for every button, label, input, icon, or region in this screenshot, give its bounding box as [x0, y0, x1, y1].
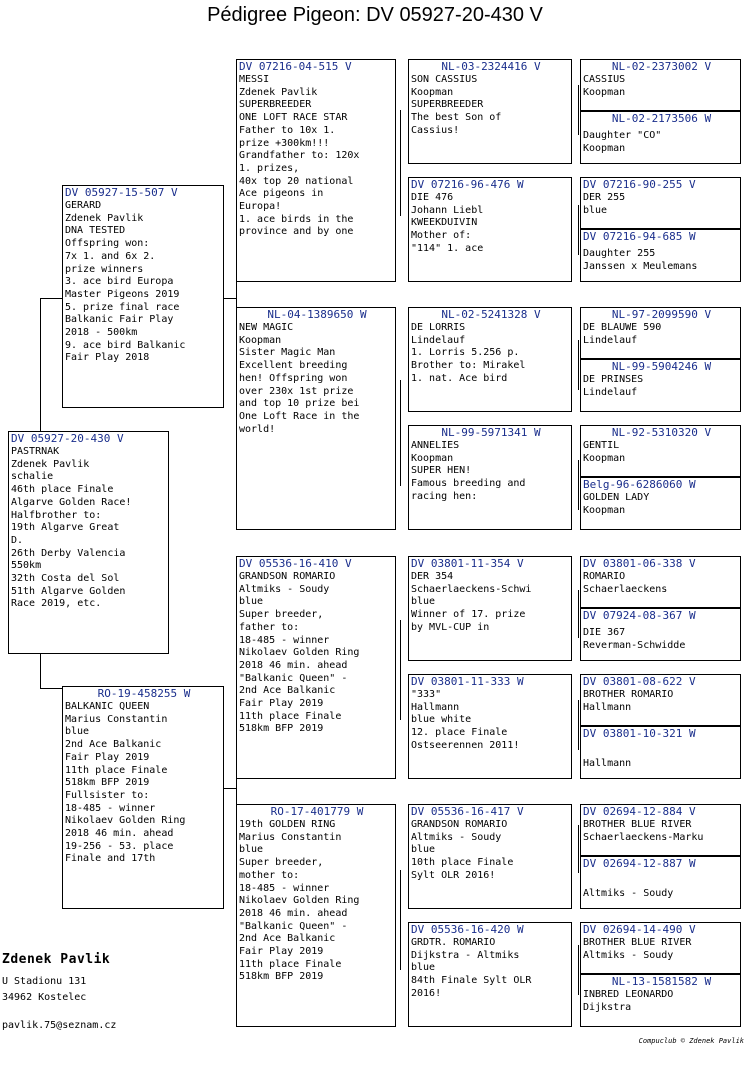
ggg-parent-card: [580, 974, 741, 1027]
detail-line: DE LORRIS: [411, 322, 466, 333]
detail-line: Altmiks - Soudy: [583, 887, 674, 899]
detail-line: Altmiks - Soudy: [411, 831, 502, 843]
detail-line: father to:: [239, 621, 300, 633]
ggg-parent-card: [580, 726, 741, 779]
pigeon-details: [581, 126, 740, 155]
detail-line: 518km BFP 2019: [239, 971, 324, 983]
detail-line: Nikolaev Golden Ring: [65, 815, 186, 827]
detail-line: 2018 46 min. ahead: [65, 828, 174, 840]
ring-number: DV 05927-15-507 V: [65, 186, 178, 199]
detail-line: Daughter 255: [583, 248, 656, 259]
detail-line: Finale and 17th: [65, 853, 156, 865]
detail-line: 12. place Finale: [411, 727, 508, 739]
ring-number: DV 03801-06-338 V: [583, 557, 696, 570]
detail-line: blue: [65, 726, 90, 738]
grandsire-maternal-card: [236, 556, 396, 779]
detail-line: Fair Play 2019: [239, 946, 324, 958]
detail-line: Schaerlaeckens: [583, 583, 668, 595]
ggg-parent-card: [580, 804, 741, 856]
detail-line: 1. prizes,: [239, 162, 300, 174]
detail-line: 18-485 - winner: [239, 882, 330, 894]
detail-line: Cassius!: [411, 124, 460, 136]
detail-line: "Balkanic Queen" -: [239, 672, 348, 684]
pigeon-details: [237, 74, 395, 239]
detail-line: GENTIL: [583, 440, 620, 451]
detail-line: Super breeder,: [239, 609, 324, 621]
detail-line: PASTRNAK: [11, 446, 60, 457]
ring-number: NL-13-1581582 W: [611, 975, 712, 988]
detail-line: NEW MAGIC: [239, 322, 294, 333]
detail-line: province and by one: [239, 226, 354, 238]
detail-line: 2018 46 min. ahead: [239, 659, 348, 671]
pigeon-details: [237, 819, 395, 984]
pigeon-details: [581, 937, 740, 962]
detail-line: "333": [411, 689, 442, 700]
detail-line: 3. ace bird Europa: [65, 276, 174, 288]
detail-line: 19th Algarve Great: [11, 522, 120, 534]
great-grandparent-card: [408, 804, 572, 909]
detail-line: Winner of 17. prize: [411, 609, 526, 621]
detail-line: 10th place Finale: [411, 857, 514, 869]
detail-line: Fair Play 2019: [239, 698, 324, 710]
detail-line: GOLDEN LADY: [583, 492, 650, 503]
detail-line: 2018 46 min. ahead: [239, 907, 348, 919]
pigeon-details: [409, 571, 571, 635]
detail-line: BALKANIC QUEEN: [65, 701, 150, 712]
ggg-parent-card: [580, 922, 741, 974]
ring-number: DV 02694-12-884 V: [583, 805, 696, 818]
great-grandparent-card: [408, 59, 572, 164]
ring-number: DV 03801-11-354 V: [411, 557, 524, 570]
subject-card: [8, 431, 169, 654]
ring-number: RO-19-458255 W: [97, 687, 191, 700]
detail-line: Algarve Golden Race!: [11, 496, 132, 508]
detail-line: 1. Lorris 5.256 p.: [411, 347, 520, 359]
pigeon-details: [581, 689, 740, 714]
detail-line: hen! Offspring won: [239, 372, 348, 384]
ggg-parent-card: [580, 307, 741, 359]
detail-line: Mother of:: [411, 230, 472, 242]
detail-line: Ace pigeons in: [239, 188, 324, 200]
ggg-parent-card: [580, 229, 741, 282]
detail-line: The best Son of: [411, 112, 502, 124]
sire-card: [62, 185, 224, 408]
detail-line: 32th Costa del Sol: [11, 573, 120, 585]
detail-line: Famous breeding and: [411, 478, 526, 490]
detail-line: blue: [239, 596, 264, 608]
detail-line: 84th Finale Sylt OLR: [411, 975, 532, 987]
detail-line: DIE 476: [411, 192, 454, 203]
detail-line: 550km: [11, 560, 42, 572]
detail-line: blue: [411, 962, 436, 974]
detail-line: Schaerlaeckens-Schwi: [411, 583, 532, 595]
detail-line: D.: [11, 534, 24, 546]
detail-line: Koopman: [411, 452, 454, 464]
detail-line: 2nd Ace Balkanic: [239, 685, 336, 697]
great-grandparent-card: [408, 425, 572, 530]
detail-line: One Loft Race in the: [239, 410, 360, 422]
pigeon-details: [581, 871, 740, 900]
detail-line: CASSIUS: [583, 74, 626, 85]
pigeon-details: [237, 571, 395, 736]
owner-street: U Stadionu 131: [2, 976, 87, 987]
ggg-parent-card: [580, 111, 741, 164]
detail-line: DE PRINSES: [583, 374, 644, 385]
pigeon-details: [581, 440, 740, 465]
detail-line: 2016!: [411, 987, 442, 999]
detail-line: Nikolaev Golden Ring: [239, 895, 360, 907]
detail-line: schalie: [11, 471, 54, 483]
pigeon-details: [581, 623, 740, 652]
ring-number: RO-17-401779 W: [270, 805, 364, 818]
pigeon-details: [409, 74, 571, 138]
detail-line: 11th place Finale: [239, 710, 342, 722]
detail-line: by MVL-CUP in: [411, 621, 490, 633]
pigeon-details: [63, 200, 223, 365]
detail-line: 2nd Ace Balkanic: [239, 933, 336, 945]
detail-line: Altmiks - Soudy: [239, 583, 330, 595]
detail-line: 1. ace birds in the: [239, 213, 354, 225]
detail-line: Lindelauf: [583, 386, 638, 398]
pigeon-details: [9, 446, 168, 611]
detail-line: Nikolaev Golden Ring: [239, 647, 360, 659]
detail-line: GRANDSON ROMARIO: [239, 571, 336, 582]
ring-number: NL-02-2173506 W: [611, 112, 712, 125]
detail-line: 9. ace bird Balkanic: [65, 339, 186, 351]
detail-line: Daughter "CO": [583, 130, 662, 141]
detail-line: Koopman: [239, 334, 282, 346]
ring-number: DV 07924-08-367 W: [583, 609, 696, 622]
detail-line: SUPERBREEDER: [411, 99, 484, 111]
pigeon-details: [581, 244, 740, 273]
detail-line: Brother to: Mirakel: [411, 360, 526, 372]
detail-line: GERARD: [65, 200, 102, 211]
pigeon-details: [409, 192, 571, 256]
dam-card: [62, 686, 224, 909]
footer-credit: Compuclub © Zdenek Pavlik: [638, 1037, 744, 1045]
detail-line: KWEEKDUIVIN: [411, 217, 478, 229]
detail-line: prize +300km!!!: [239, 137, 330, 149]
ggg-parent-card: [580, 425, 741, 477]
pigeon-details: [581, 819, 740, 844]
granddam-paternal-card: [236, 307, 396, 530]
ring-number: NL-99-5971341 W: [441, 426, 541, 439]
detail-line: Race 2019, etc.: [11, 598, 102, 610]
pigeon-details: [581, 74, 740, 99]
detail-line: Koopman: [411, 86, 454, 98]
detail-line: ROMARIO: [583, 571, 626, 582]
detail-line: "114" 1. ace: [411, 242, 484, 254]
ring-number: DV 03801-08-622 V: [583, 675, 696, 688]
detail-line: Europa!: [239, 201, 282, 213]
detail-line: BROTHER BLUE RIVER: [583, 937, 692, 948]
ring-number: DV 07216-94-685 W: [583, 230, 696, 243]
detail-line: 18-485 - winner: [239, 634, 330, 646]
detail-line: Offspring won:: [65, 238, 150, 250]
ring-number: NL-02-5241328 V: [441, 308, 541, 321]
detail-line: blue: [411, 596, 436, 608]
detail-line: GRANDSON ROMARIO: [411, 819, 508, 830]
ring-number: NL-03-2324416 V: [441, 60, 541, 73]
detail-line: 19th GOLDEN RING: [239, 819, 336, 830]
detail-line: Janssen x Meulemans: [583, 260, 698, 272]
detail-line: Sister Magic Man: [239, 347, 336, 359]
detail-line: Schaerlaeckens-Marku: [583, 831, 704, 843]
detail-line: blue: [239, 844, 264, 856]
ring-number: NL-97-2099590 V: [611, 308, 712, 321]
pigeon-details: [581, 571, 740, 596]
detail-line: Excellent breeding: [239, 360, 348, 372]
owner-city: 34962 Kostelec: [2, 992, 87, 1003]
ggg-parent-card: [580, 477, 741, 530]
detail-line: racing hen:: [411, 490, 478, 502]
detail-line: MESSI: [239, 74, 270, 85]
detail-line: prize winners: [65, 263, 144, 275]
detail-line: Dijkstra: [583, 1001, 632, 1013]
ggg-parent-card: [580, 359, 741, 412]
detail-line: blue: [583, 204, 608, 216]
detail-line: SON CASSIUS: [411, 74, 478, 85]
detail-line: Halfbrother to:: [11, 509, 102, 521]
detail-line: 11th place Finale: [65, 764, 168, 776]
pigeon-details: [581, 492, 740, 517]
detail-line: Johann Liebl: [411, 204, 484, 216]
detail-line: Ostseerennen 2011!: [411, 739, 520, 751]
ggg-parent-card: [580, 856, 741, 909]
detail-line: Sylt OLR 2016!: [411, 869, 496, 881]
grandsire-paternal-card: [236, 59, 396, 282]
detail-line: BROTHER ROMARIO: [583, 689, 674, 700]
detail-line: 1. nat. Ace bird: [411, 372, 508, 384]
detail-line: DER 354: [411, 571, 454, 582]
ring-number: DV 03801-11-333 W: [411, 675, 524, 688]
pigeon-details: [581, 192, 740, 217]
ring-number: DV 02694-14-490 V: [583, 923, 696, 936]
great-grandparent-card: [408, 556, 572, 661]
detail-line: Master Pigeons 2019: [65, 288, 180, 300]
detail-line: over 230x 1st prize: [239, 385, 354, 397]
great-grandparent-card: [408, 674, 572, 779]
ggg-parent-card: [580, 674, 741, 726]
page-title: Pédigree Pigeon: DV 05927-20-430 V: [207, 4, 543, 26]
ring-number: DV 05927-20-430 V: [11, 432, 124, 445]
ring-number: DV 07216-04-515 V: [239, 60, 352, 73]
detail-line: SUPERBREEDER: [239, 99, 312, 111]
detail-line: Zdenek Pavlik: [239, 86, 318, 98]
pigeon-details: [581, 322, 740, 347]
detail-line: 19-256 - 53. place: [65, 840, 174, 852]
detail-line: Father to 10x 1.: [239, 124, 336, 136]
detail-line: Altmiks - Soudy: [583, 949, 674, 961]
pigeon-details: [409, 440, 571, 504]
detail-line: Fullsister to:: [65, 789, 150, 801]
detail-line: DER 255: [583, 192, 626, 203]
great-grandparent-card: [408, 177, 572, 282]
detail-line: Grandfather to: 120x: [239, 150, 360, 162]
detail-line: "Balkanic Queen" -: [239, 920, 348, 932]
pigeon-details: [581, 741, 740, 770]
owner-email[interactable]: pavlik.75@seznam.cz: [2, 1020, 117, 1031]
detail-line: DIE 367: [583, 627, 626, 638]
detail-line: Fair Play 2019: [65, 751, 150, 763]
detail-line: 40x top 20 national: [239, 175, 354, 187]
ring-number: DV 05536-16-417 V: [411, 805, 524, 818]
detail-line: 5. prize final race: [65, 301, 180, 313]
detail-line: 518km BFP 2019: [239, 723, 324, 735]
detail-line: Lindelauf: [583, 334, 638, 346]
detail-line: Lindelauf: [411, 334, 466, 346]
pigeon-details: [409, 689, 571, 753]
detail-line: Super breeder,: [239, 857, 324, 869]
detail-line: 51th Algarve Golden: [11, 585, 126, 597]
detail-line: blue white: [411, 714, 472, 726]
ring-number: DV 07216-96-476 W: [411, 178, 524, 191]
detail-line: 46th place Finale: [11, 484, 114, 496]
detail-line: Marius Constantin: [65, 713, 168, 725]
great-grandparent-card: [408, 307, 572, 412]
ring-number: DV 07216-90-255 V: [583, 178, 696, 191]
ggg-parent-card: [580, 59, 741, 111]
ring-number: NL-99-5904246 W: [611, 360, 712, 373]
detail-line: Fair Play 2018: [65, 352, 150, 364]
detail-line: INBRED LEONARDO: [583, 989, 674, 1000]
detail-line: Zdenek Pavlik: [65, 212, 144, 224]
pigeon-details: [581, 989, 740, 1014]
detail-line: Dijkstra - Altmiks: [411, 949, 520, 961]
ggg-parent-card: [580, 177, 741, 229]
detail-line: 18-485 - winner: [65, 802, 156, 814]
pigeon-details: [409, 322, 571, 386]
detail-line: 26th Derby Valencia: [11, 547, 126, 559]
detail-line: Hallmann: [583, 757, 632, 769]
ring-number: NL-02-2373002 V: [611, 60, 712, 73]
granddam-maternal-card: [236, 804, 396, 1027]
ggg-parent-card: [580, 608, 741, 661]
detail-line: Hallmann: [583, 701, 632, 713]
ring-number: NL-04-1389650 W: [267, 308, 367, 321]
detail-line: ONE LOFT RACE STAR: [239, 112, 348, 124]
detail-line: blue: [411, 844, 436, 856]
detail-line: Balkanic Fair Play: [65, 314, 174, 326]
detail-line: Marius Constantin: [239, 831, 342, 843]
detail-line: Koopman: [583, 504, 626, 516]
pigeon-details: [409, 937, 571, 1001]
ring-number: DV 03801-10-321 W: [583, 727, 696, 740]
detail-line: Zdenek Pavlik: [11, 458, 90, 470]
detail-line: 2nd Ace Balkanic: [65, 739, 162, 751]
detail-line: 2018 - 500km: [65, 327, 138, 339]
owner-name: Zdenek Pavlik: [2, 952, 111, 967]
detail-line: GRDTR. ROMARIO: [411, 937, 496, 948]
detail-line: and top 10 prize bei: [239, 398, 360, 410]
detail-line: 11th place Finale: [239, 958, 342, 970]
pigeon-details: [409, 819, 571, 883]
detail-line: BROTHER BLUE RIVER: [583, 819, 692, 830]
detail-line: Koopman: [583, 452, 626, 464]
pigeon-details: [63, 701, 223, 866]
ring-number: DV 05536-16-420 W: [411, 923, 524, 936]
detail-line: SUPER HEN!: [411, 465, 472, 477]
ggg-parent-card: [580, 556, 741, 608]
ring-number: DV 02694-12-887 W: [583, 857, 696, 870]
pigeon-details: [237, 322, 395, 436]
detail-line: [583, 875, 740, 888]
detail-line: world!: [239, 423, 276, 435]
detail-line: mother to:: [239, 869, 300, 881]
detail-line: 7x 1. and 6x 2.: [65, 250, 156, 262]
detail-line: Koopman: [583, 86, 626, 98]
great-grandparent-card: [408, 922, 572, 1027]
detail-line: [583, 745, 740, 758]
detail-line: DE BLAUWE 590: [583, 322, 662, 333]
detail-line: Hallmann: [411, 701, 460, 713]
detail-line: ANNELIES: [411, 440, 460, 451]
pigeon-details: [581, 374, 740, 399]
detail-line: Reverman-Schwidde: [583, 639, 686, 651]
detail-line: Koopman: [583, 142, 626, 154]
detail-line: DNA TESTED: [65, 225, 126, 237]
detail-line: 518km BFP 2019: [65, 777, 150, 789]
ring-number: NL-92-5310320 V: [611, 426, 712, 439]
ring-number: Belg-96-6286060 W: [583, 478, 696, 491]
ring-number: DV 05536-16-410 V: [239, 557, 352, 570]
